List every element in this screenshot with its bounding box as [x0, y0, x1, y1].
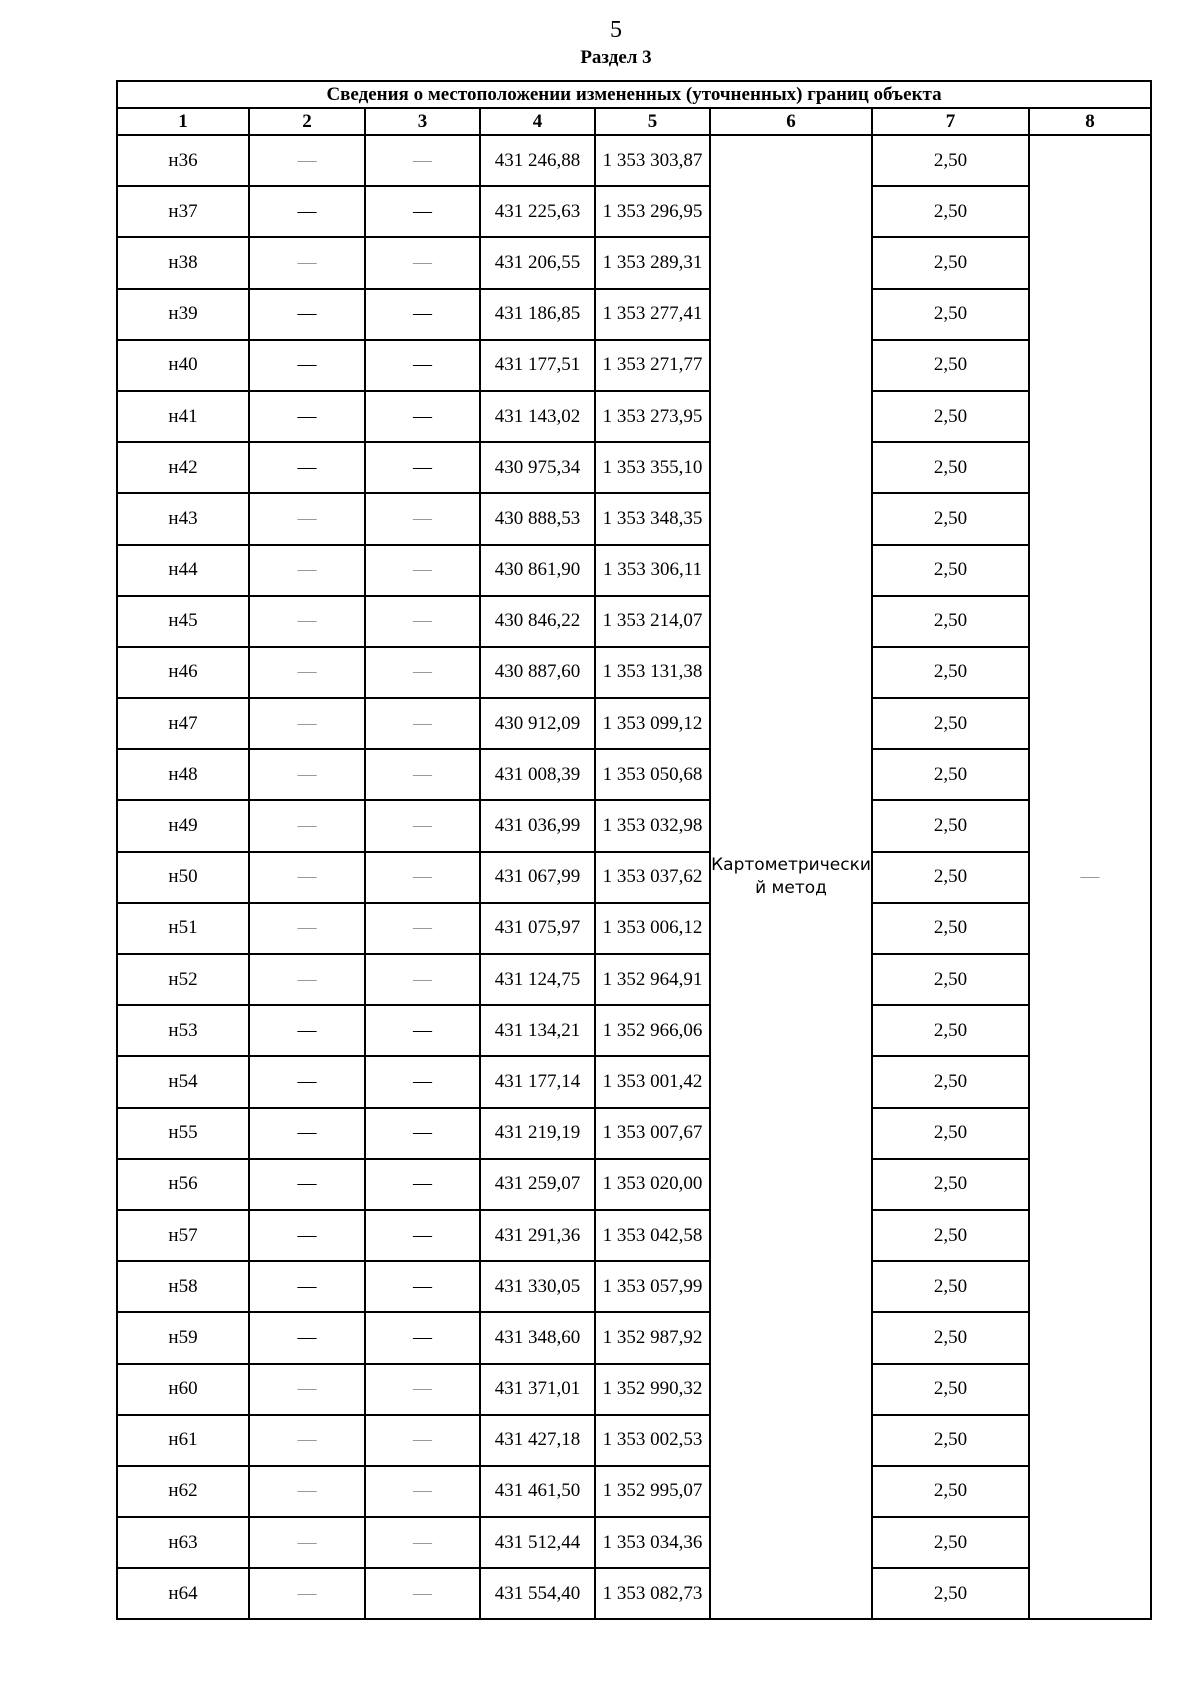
- column-7-cell: 2,50: [872, 493, 1029, 544]
- table-row: [117, 1517, 1151, 1568]
- column-3-cell: —: [365, 800, 480, 851]
- column-number-row: [117, 108, 1151, 135]
- column-3-cell: —: [365, 340, 480, 391]
- y-coordinate-cell: 1 353 131,38: [595, 647, 710, 698]
- table-caption: Сведения о местоположении измененных (уточненных) границ объекта: [117, 81, 1151, 108]
- x-coordinate-cell: 431 177,14: [480, 1056, 595, 1107]
- x-coordinate-cell: 430 846,22: [480, 596, 595, 647]
- y-coordinate-cell: 1 352 995,07: [595, 1466, 710, 1517]
- y-coordinate-cell: 1 353 214,07: [595, 596, 710, 647]
- column-3-cell: —: [365, 903, 480, 954]
- x-coordinate-cell: 431 259,07: [480, 1159, 595, 1210]
- column-3-cell: —: [365, 1261, 480, 1312]
- x-coordinate-cell: 430 888,53: [480, 493, 595, 544]
- y-coordinate-cell: 1 353 099,12: [595, 698, 710, 749]
- point-name-cell: н56: [117, 1159, 249, 1210]
- column-2-cell: —: [249, 903, 365, 954]
- boundary-coordinates-table: [116, 80, 1152, 1620]
- column-7-cell: 2,50: [872, 698, 1029, 749]
- column-7-cell: 2,50: [872, 1159, 1029, 1210]
- column-2-cell: —: [249, 1466, 365, 1517]
- table-row: [117, 1056, 1151, 1107]
- table-body: [117, 135, 1151, 1619]
- column-3-cell: —: [365, 954, 480, 1005]
- column-7-cell: 2,50: [872, 800, 1029, 851]
- column-2-cell: —: [249, 391, 365, 442]
- column-7-cell: 2,50: [872, 1210, 1029, 1261]
- x-coordinate-cell: 431 206,55: [480, 237, 595, 288]
- column-7-cell: 2,50: [872, 1056, 1029, 1107]
- column-2-cell: —: [249, 289, 365, 340]
- column-3-cell: —: [365, 647, 480, 698]
- y-coordinate-cell: 1 352 964,91: [595, 954, 710, 1005]
- column-8-cell: —: [1029, 135, 1151, 1619]
- x-coordinate-cell: 430 887,60: [480, 647, 595, 698]
- table-row: [117, 1568, 1151, 1619]
- point-name-cell: н63: [117, 1517, 249, 1568]
- column-2-cell: —: [249, 647, 365, 698]
- table-row: [117, 442, 1151, 493]
- point-name-cell: н39: [117, 289, 249, 340]
- column-7-cell: 2,50: [872, 903, 1029, 954]
- y-coordinate-cell: 1 353 306,11: [595, 545, 710, 596]
- column-7-cell: 2,50: [872, 289, 1029, 340]
- y-coordinate-cell: 1 353 273,95: [595, 391, 710, 442]
- column-3-cell: —: [365, 1056, 480, 1107]
- y-coordinate-cell: 1 353 007,67: [595, 1108, 710, 1159]
- table-row: [117, 1210, 1151, 1261]
- column-7-cell: 2,50: [872, 596, 1029, 647]
- table-row: [117, 596, 1151, 647]
- table-row: [117, 954, 1151, 1005]
- column-7-cell: 2,50: [872, 1261, 1029, 1312]
- y-coordinate-cell: 1 353 355,10: [595, 442, 710, 493]
- point-name-cell: н44: [117, 545, 249, 596]
- table-row: [117, 237, 1151, 288]
- x-coordinate-cell: 431 225,63: [480, 186, 595, 237]
- y-coordinate-cell: 1 353 277,41: [595, 289, 710, 340]
- x-coordinate-cell: 431 075,97: [480, 903, 595, 954]
- column-3-cell: —: [365, 442, 480, 493]
- column-3-cell: —: [365, 1005, 480, 1056]
- point-name-cell: н54: [117, 1056, 249, 1107]
- column-7-cell: 2,50: [872, 1415, 1029, 1466]
- column-2-cell: —: [249, 1005, 365, 1056]
- x-coordinate-cell: 431 512,44: [480, 1517, 595, 1568]
- column-7-cell: 2,50: [872, 954, 1029, 1005]
- column-3-cell: —: [365, 1108, 480, 1159]
- table-row: [117, 289, 1151, 340]
- column-3-cell: —: [365, 1210, 480, 1261]
- x-coordinate-cell: 431 330,05: [480, 1261, 595, 1312]
- table-row: [117, 340, 1151, 391]
- column-3-cell: —: [365, 289, 480, 340]
- y-coordinate-cell: 1 353 020,00: [595, 1159, 710, 1210]
- table-row: [117, 852, 1151, 903]
- x-coordinate-cell: 431 036,99: [480, 800, 595, 851]
- column-2-cell: —: [249, 1056, 365, 1107]
- x-coordinate-cell: 431 067,99: [480, 852, 595, 903]
- table-row: [117, 1261, 1151, 1312]
- y-coordinate-cell: 1 353 006,12: [595, 903, 710, 954]
- column-7-cell: 2,50: [872, 545, 1029, 596]
- table-row: [117, 135, 1151, 186]
- table-row: [117, 749, 1151, 800]
- x-coordinate-cell: 431 219,19: [480, 1108, 595, 1159]
- x-coordinate-cell: 431 134,21: [480, 1005, 595, 1056]
- column-2-cell: —: [249, 1364, 365, 1415]
- x-coordinate-cell: 431 427,18: [480, 1415, 595, 1466]
- column-2-cell: —: [249, 1312, 365, 1363]
- table-row: [117, 1466, 1151, 1517]
- column-3-cell: —: [365, 1517, 480, 1568]
- column-7-cell: 2,50: [872, 1108, 1029, 1159]
- column-7-cell: 2,50: [872, 442, 1029, 493]
- table-row: [117, 800, 1151, 851]
- y-coordinate-cell: 1 353 057,99: [595, 1261, 710, 1312]
- column-7-cell: 2,50: [872, 1466, 1029, 1517]
- column-7-cell: 2,50: [872, 186, 1029, 237]
- column-number-2: 2: [249, 108, 365, 135]
- column-3-cell: —: [365, 1312, 480, 1363]
- point-name-cell: н49: [117, 800, 249, 851]
- column-2-cell: —: [249, 954, 365, 1005]
- column-2-cell: —: [249, 1261, 365, 1312]
- table-row: [117, 545, 1151, 596]
- x-coordinate-cell: 431 124,75: [480, 954, 595, 1005]
- table-row: [117, 1159, 1151, 1210]
- x-coordinate-cell: 431 186,85: [480, 289, 595, 340]
- table-row: [117, 1005, 1151, 1056]
- point-name-cell: н38: [117, 237, 249, 288]
- column-7-cell: 2,50: [872, 391, 1029, 442]
- table-row: [117, 1312, 1151, 1363]
- column-2-cell: —: [249, 237, 365, 288]
- column-3-cell: —: [365, 186, 480, 237]
- x-coordinate-cell: 431 554,40: [480, 1568, 595, 1619]
- column-2-cell: —: [249, 1415, 365, 1466]
- point-name-cell: н55: [117, 1108, 249, 1159]
- table-row: [117, 647, 1151, 698]
- column-2-cell: —: [249, 135, 365, 186]
- x-coordinate-cell: 431 291,36: [480, 1210, 595, 1261]
- point-name-cell: н47: [117, 698, 249, 749]
- page-number: 5: [610, 17, 622, 43]
- column-number-4: 4: [480, 108, 595, 135]
- x-coordinate-cell: 430 975,34: [480, 442, 595, 493]
- point-name-cell: н41: [117, 391, 249, 442]
- column-3-cell: —: [365, 135, 480, 186]
- point-name-cell: н42: [117, 442, 249, 493]
- column-2-cell: —: [249, 698, 365, 749]
- point-name-cell: н52: [117, 954, 249, 1005]
- x-coordinate-cell: 431 461,50: [480, 1466, 595, 1517]
- x-coordinate-cell: 430 912,09: [480, 698, 595, 749]
- column-number-6: 6: [710, 108, 872, 135]
- point-name-cell: н51: [117, 903, 249, 954]
- table-row: [117, 1415, 1151, 1466]
- column-3-cell: —: [365, 1415, 480, 1466]
- column-2-cell: —: [249, 1108, 365, 1159]
- point-name-cell: н36: [117, 135, 249, 186]
- column-7-cell: 2,50: [872, 647, 1029, 698]
- point-name-cell: н62: [117, 1466, 249, 1517]
- y-coordinate-cell: 1 353 001,42: [595, 1056, 710, 1107]
- point-name-cell: н53: [117, 1005, 249, 1056]
- section-title: Раздел 3: [580, 47, 652, 68]
- y-coordinate-cell: 1 353 034,36: [595, 1517, 710, 1568]
- column-number-8: 8: [1029, 108, 1151, 135]
- column-3-cell: —: [365, 545, 480, 596]
- column-number-3: 3: [365, 108, 480, 135]
- column-3-cell: —: [365, 1364, 480, 1415]
- column-7-cell: 2,50: [872, 135, 1029, 186]
- column-3-cell: —: [365, 596, 480, 647]
- column-number-1: 1: [117, 108, 249, 135]
- column-3-cell: —: [365, 1159, 480, 1210]
- point-name-cell: н37: [117, 186, 249, 237]
- table-row: [117, 1108, 1151, 1159]
- y-coordinate-cell: 1 353 289,31: [595, 237, 710, 288]
- column-3-cell: —: [365, 493, 480, 544]
- column-3-cell: —: [365, 698, 480, 749]
- column-2-cell: —: [249, 852, 365, 903]
- column-7-cell: 2,50: [872, 340, 1029, 391]
- column-3-cell: —: [365, 852, 480, 903]
- column-2-cell: —: [249, 340, 365, 391]
- y-coordinate-cell: 1 353 002,53: [595, 1415, 710, 1466]
- column-2-cell: —: [249, 493, 365, 544]
- x-coordinate-cell: 431 143,02: [480, 391, 595, 442]
- column-2-cell: —: [249, 800, 365, 851]
- column-7-cell: 2,50: [872, 237, 1029, 288]
- y-coordinate-cell: 1 353 042,58: [595, 1210, 710, 1261]
- y-coordinate-cell: 1 352 987,92: [595, 1312, 710, 1363]
- point-name-cell: н48: [117, 749, 249, 800]
- column-7-cell: 2,50: [872, 749, 1029, 800]
- table-caption-row: [117, 81, 1151, 108]
- point-name-cell: н61: [117, 1415, 249, 1466]
- column-number-5: 5: [595, 108, 710, 135]
- y-coordinate-cell: 1 353 032,98: [595, 800, 710, 851]
- x-coordinate-cell: 430 861,90: [480, 545, 595, 596]
- point-name-cell: н60: [117, 1364, 249, 1415]
- column-7-cell: 2,50: [872, 852, 1029, 903]
- y-coordinate-cell: 1 353 348,35: [595, 493, 710, 544]
- table-row: [117, 698, 1151, 749]
- y-coordinate-cell: 1 353 037,62: [595, 852, 710, 903]
- y-coordinate-cell: 1 353 050,68: [595, 749, 710, 800]
- column-2-cell: —: [249, 749, 365, 800]
- method-cell: Картометрический метод: [710, 135, 872, 1619]
- x-coordinate-cell: 431 008,39: [480, 749, 595, 800]
- column-3-cell: —: [365, 1466, 480, 1517]
- column-2-cell: —: [249, 1568, 365, 1619]
- column-2-cell: —: [249, 1517, 365, 1568]
- point-name-cell: н57: [117, 1210, 249, 1261]
- x-coordinate-cell: 431 246,88: [480, 135, 595, 186]
- table-row: [117, 903, 1151, 954]
- table-row: [117, 186, 1151, 237]
- point-name-cell: н58: [117, 1261, 249, 1312]
- column-3-cell: —: [365, 1568, 480, 1619]
- column-2-cell: —: [249, 545, 365, 596]
- column-2-cell: —: [249, 596, 365, 647]
- y-coordinate-cell: 1 352 966,06: [595, 1005, 710, 1056]
- y-coordinate-cell: 1 353 296,95: [595, 186, 710, 237]
- table-row: [117, 493, 1151, 544]
- column-2-cell: —: [249, 1159, 365, 1210]
- column-number-7: 7: [872, 108, 1029, 135]
- column-3-cell: —: [365, 749, 480, 800]
- column-2-cell: —: [249, 186, 365, 237]
- y-coordinate-cell: 1 353 271,77: [595, 340, 710, 391]
- point-name-cell: н40: [117, 340, 249, 391]
- column-7-cell: 2,50: [872, 1312, 1029, 1363]
- point-name-cell: н64: [117, 1568, 249, 1619]
- y-coordinate-cell: 1 353 082,73: [595, 1568, 710, 1619]
- column-7-cell: 2,50: [872, 1364, 1029, 1415]
- x-coordinate-cell: 431 348,60: [480, 1312, 595, 1363]
- table-row: [117, 1364, 1151, 1415]
- point-name-cell: н59: [117, 1312, 249, 1363]
- y-coordinate-cell: 1 352 990,32: [595, 1364, 710, 1415]
- x-coordinate-cell: 431 177,51: [480, 340, 595, 391]
- column-7-cell: 2,50: [872, 1568, 1029, 1619]
- column-7-cell: 2,50: [872, 1517, 1029, 1568]
- column-3-cell: —: [365, 237, 480, 288]
- point-name-cell: н50: [117, 852, 249, 903]
- column-2-cell: —: [249, 1210, 365, 1261]
- point-name-cell: н43: [117, 493, 249, 544]
- table-row: [117, 391, 1151, 442]
- point-name-cell: н46: [117, 647, 249, 698]
- column-3-cell: —: [365, 391, 480, 442]
- x-coordinate-cell: 431 371,01: [480, 1364, 595, 1415]
- y-coordinate-cell: 1 353 303,87: [595, 135, 710, 186]
- point-name-cell: н45: [117, 596, 249, 647]
- column-2-cell: —: [249, 442, 365, 493]
- column-7-cell: 2,50: [872, 1005, 1029, 1056]
